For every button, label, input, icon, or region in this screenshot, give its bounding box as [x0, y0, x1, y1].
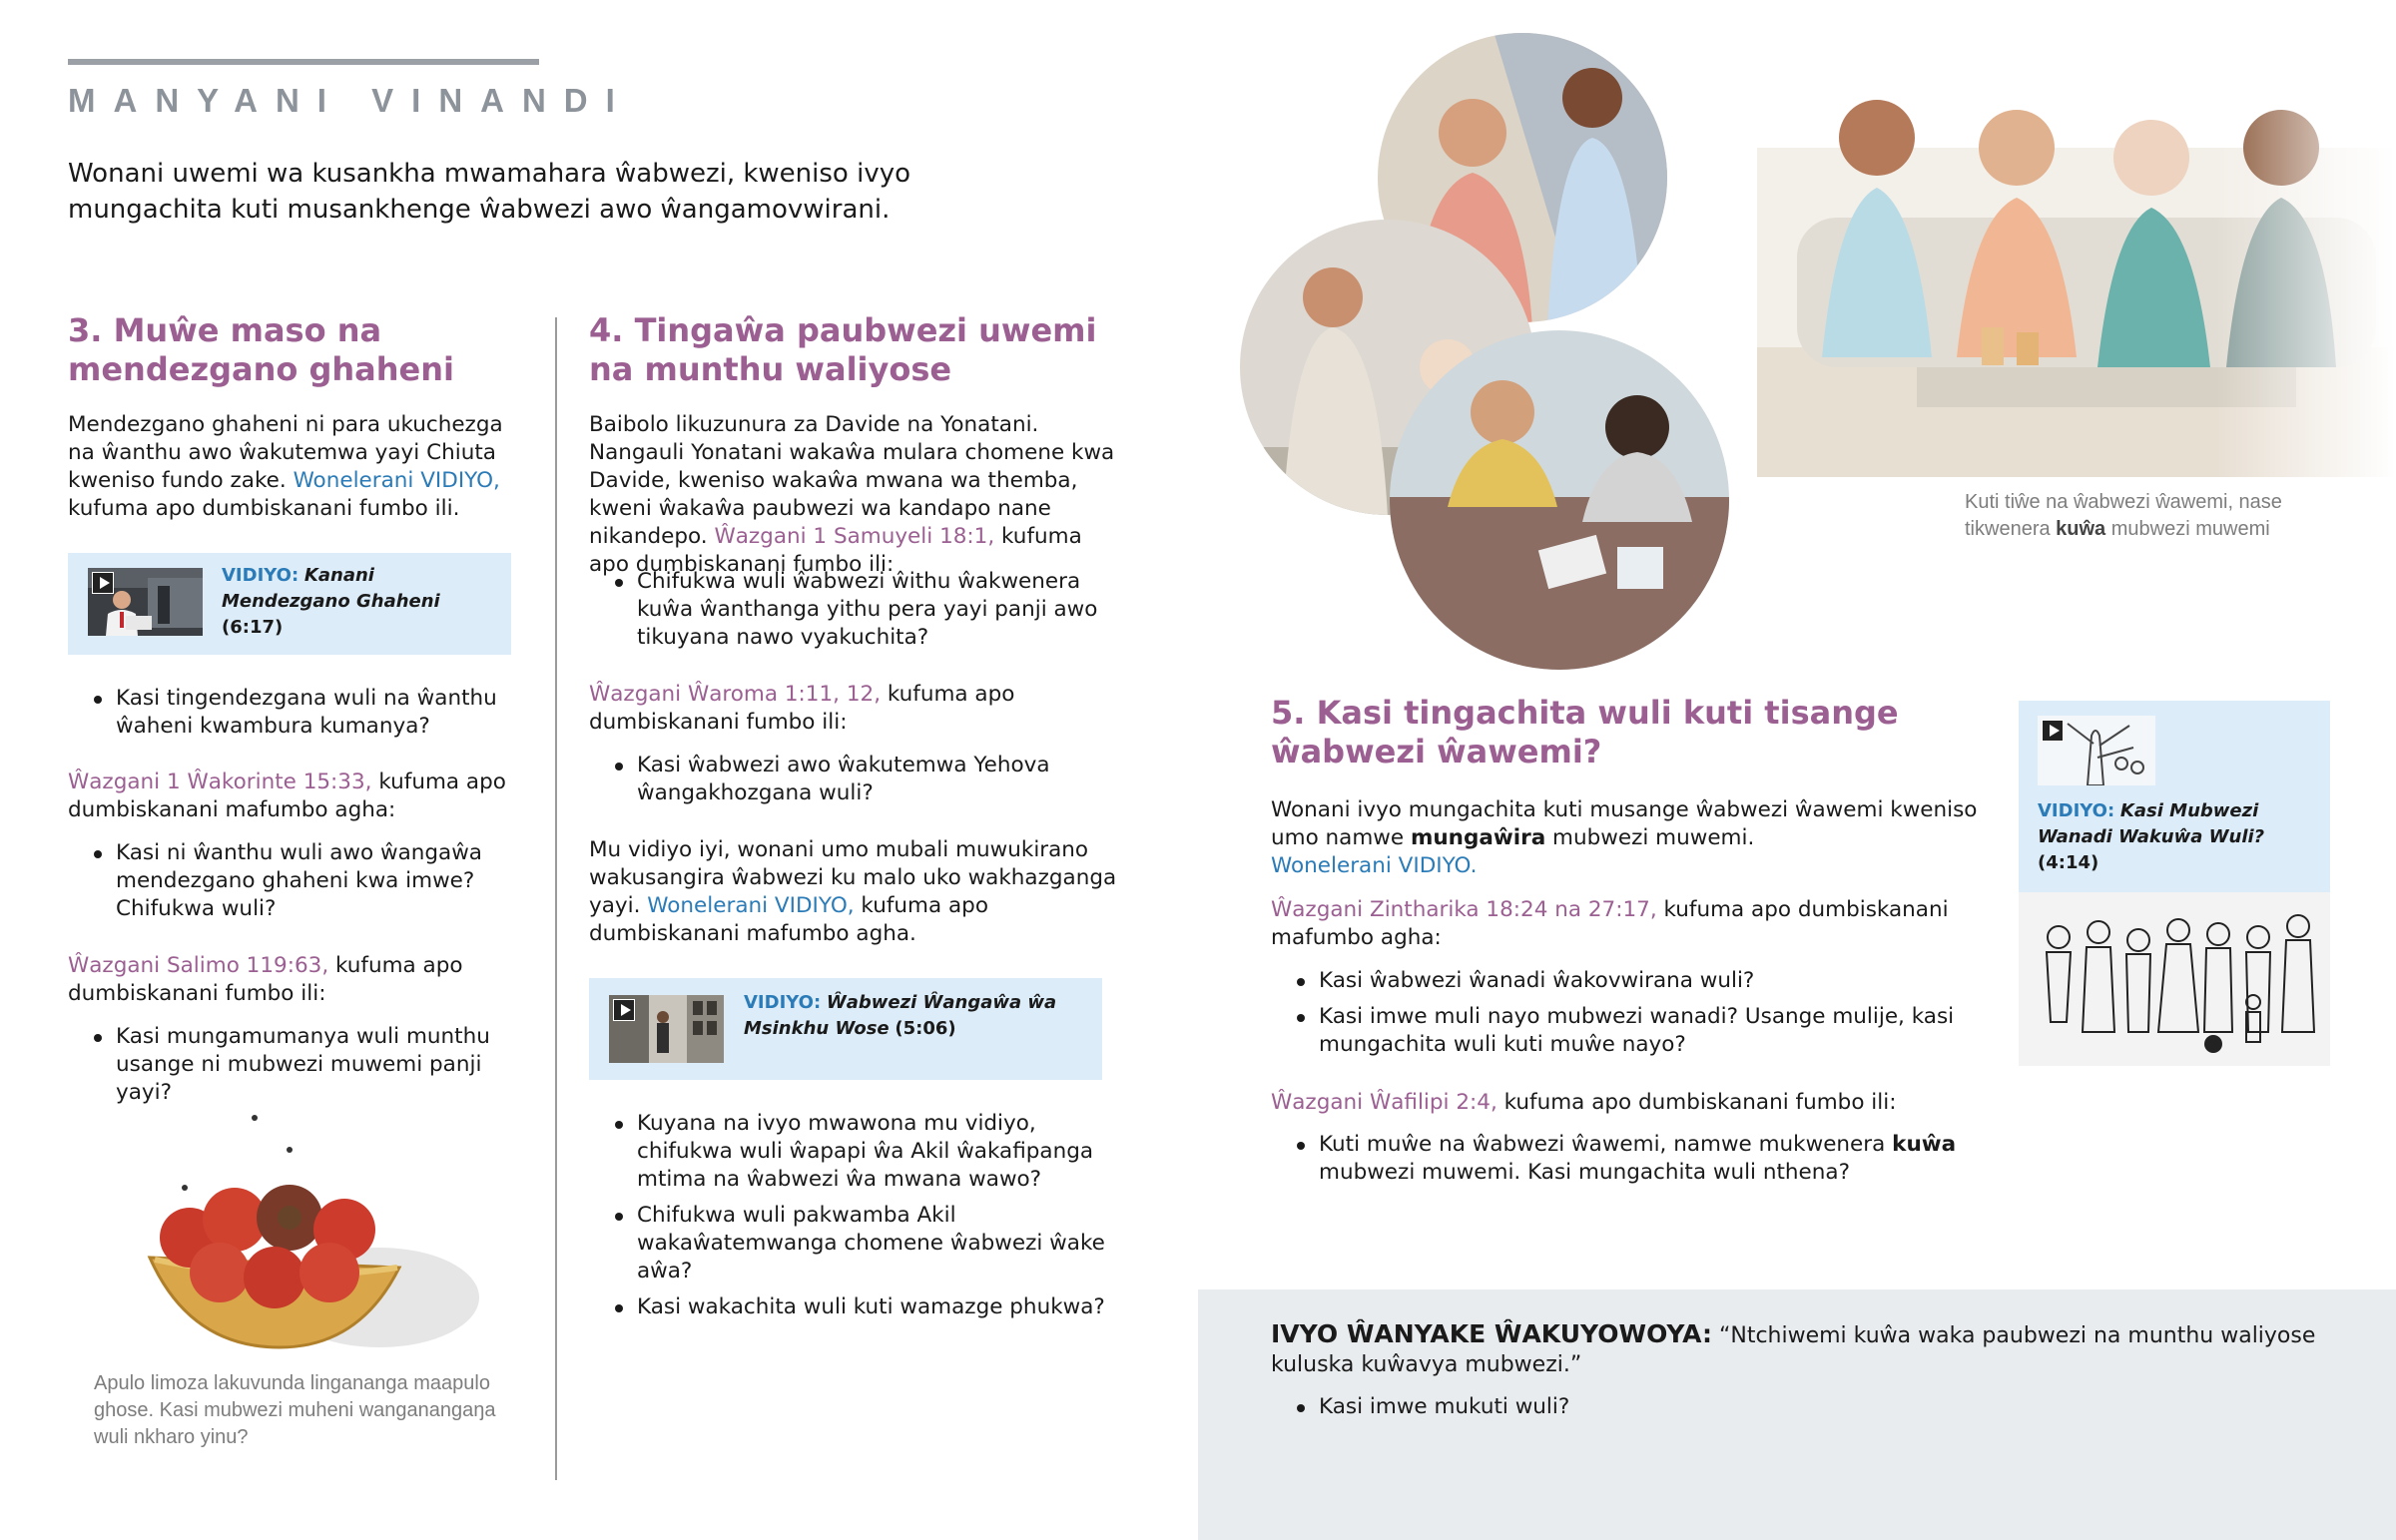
section-4-title: 4. Tingaŵa paubwezi uwemi na munthu waliyose [589, 311, 1097, 388]
question-item: Kasi imwe muli nayo mubwezi wanadi? Usange mulije, kasi mungachita wuli kuti muŵe nayo? [1271, 1003, 2000, 1059]
video-card-avoid-bad-association[interactable] [68, 553, 511, 655]
video-caption: VIDIYO: Kasi Mubwezi Wanadi Wakuŵa Wuli? (4:14) [2038, 800, 2265, 873]
section-3-question-list-2 [68, 839, 537, 931]
apple-basket-illustration [130, 1108, 489, 1357]
section-3-scripture-2: Ŵazgani Salimo 119:63, kufuma apo dumbiskanani fumbo ili: [68, 953, 463, 1006]
question-item: Chifukwa wuli pakwamba Akil wakaŵatemwanga chomene ŵabwezi ŵake aŵa? [589, 1202, 1128, 1285]
watch-video-link[interactable]: Wonelerani VIDIYO. [1271, 853, 1478, 878]
question-item: Chifukwa wuli ŵabwezi ŵithu ŵakwenera kuŵa ŵanthanga yithu pera yayi panji awo tikuyana nawo vyakuchita? [589, 568, 1128, 652]
section-5-question-list-1 [1271, 967, 2000, 1067]
question-item: Kasi imwe mukuti wuli? [1271, 1393, 2169, 1421]
section-4-question-list-1 [589, 568, 1128, 660]
section-3-question-list-1 [68, 685, 537, 749]
header-rule [68, 59, 539, 65]
section-5-scripture-2: Ŵazgani Ŵafilipi 2:4, kufuma apo dumbiskanani fumbo ili: [1271, 1090, 1897, 1115]
play-icon[interactable] [2042, 720, 2064, 742]
others-say-question-list [1271, 1393, 2169, 1429]
video-card-friends-of-all-ages[interactable] [589, 978, 1102, 1080]
video-caption: VIDIYO: Ŵabwezi Ŵangaŵa ŵa Msinkhu Wose (5:06) [744, 992, 1057, 1039]
video-caption: VIDIYO: Kanani Mendezgano Ghaheni (6:17) [222, 565, 440, 638]
section-5-title: 5. Kasi tingachita wuli kuti tisange ŵabwezi ŵawemi? [1271, 694, 1899, 770]
photo-caption: Kuti tiŵe na ŵabwezi ŵawemi, nase tikwenera kuŵa mubwezi muwemi [1965, 491, 2282, 540]
question-item: Kasi ŵabwezi awo ŵakutemwa Yehova ŵangakhozgana wuli? [589, 752, 1128, 807]
video-thumbnail[interactable] [2038, 716, 2155, 785]
section-4-question-list-3 [589, 1110, 1128, 1329]
question-item: Kuyana na ivyo mwawona mu vidiyo, chifukwa wuli ŵapapi ŵa Akil ŵakafipanga mtima na ŵabwezi ŵa mwana wawo? [589, 1110, 1128, 1194]
section-3-scripture-1: Ŵazgani 1 Ŵakorinte 15:33, kufuma apo dumbiskanani mafumbo agha: [68, 770, 506, 822]
others-say-text: IVYO ŴANYAKE ŴAKUYOWOYA: “Ntchiwemi kuŵa waka paubwezi na munthu waliyose kuluska kuŵavya mubwezi.” [1271, 1319, 2316, 1377]
section-3-question-list-3 [68, 1023, 537, 1115]
watch-video-link[interactable]: Wonelerani VIDIYO, [647, 893, 855, 918]
section-4-question-list-2 [589, 752, 1128, 815]
section-4-intro: Baibolo likuzunura za Davide na Yonatani. Nangauli Yonatani wakaŵa mulara chomene kwa Davide, kweniso wakaŵa mwana wa themba, kweni ŵakaŵa paubwezi wa kandapo nane nikandepo. Ŵazgani 1 Samuyeli 18:1, kufuma apo dumbiskanani fumbo ili: [589, 412, 1115, 577]
intro-text: Wonani uwemi wa kusankha mwamahara ŵabwezi, kweniso ivyo mungachita kuti musankhenge ŵabwezi awo ŵangamovwirani. [68, 159, 910, 225]
question-item: Kasi tingendezgana wuli na ŵanthu ŵaheni kwambura kumanya? [68, 685, 537, 741]
watch-video-link[interactable]: Wonelerani VIDIYO, [293, 468, 500, 493]
section-3-intro: Mendezgano ghaheni ni para ukuchezga na ŵanthu awo ŵakutemwa yayi Chiuta kweniso fundo zake. Wonelerani VIDIYO, kufuma apo dumbiskanani fumbo ili. [68, 412, 503, 521]
diverse-people-sketch [2019, 892, 2330, 1066]
question-item: Kasi mungamumanya wuli munthu usange ni mubwezi muwemi panji yayi? [68, 1023, 537, 1107]
apple-caption: Apulo limoza lakuvunda lingananga maapulo ghose. Kasi mubwezi muheni wanganangaŋa wuli nkharo yinu? [94, 1372, 496, 1448]
question-item: Kasi ŵabwezi ŵanadi ŵakovwirana wuli? [1271, 967, 2000, 995]
section-5-scripture-1: Ŵazgani Zintharika 18:24 na 27:17, kufuma apo dumbiskanani mafumbo agha: [1271, 897, 1949, 950]
question-item: Kuti muŵe na ŵabwezi ŵawemi, namwe mukwenera kuŵa mubwezi muwemi. Kasi mungachita wuli nthena? [1271, 1131, 2000, 1187]
section-5-intro: Wonani ivyo mungachita kuti musange ŵabwezi ŵawemi kweniso umo namwe mungaŵira mubwezi muwemi. Wonelerani VIDIYO. [1271, 797, 1978, 878]
page-kicker: MANYANI VINANDI [68, 82, 633, 119]
play-icon[interactable] [613, 999, 635, 1021]
section-3-title: 3. Muŵe maso na mendezgano ghaheni [68, 311, 454, 388]
section-4-scripture-1: Ŵazgani Ŵaroma 1:11, 12, kufuma apo dumbiskanani fumbo ili: [589, 682, 1015, 735]
video-thumbnail[interactable] [609, 995, 724, 1063]
column-divider [555, 317, 557, 1480]
section-5-question-list-2 [1271, 1131, 2000, 1195]
play-icon[interactable] [92, 572, 114, 594]
friends-photo-collage [1238, 28, 2396, 677]
video-thumbnail[interactable] [88, 568, 203, 636]
question-item: Kasi ni ŵanthu wuli awo ŵangaŵa mendezgano ghaheni kwa imwe? Chifukwa wuli? [68, 839, 537, 923]
video-card-true-friend[interactable] [2019, 701, 2330, 892]
section-4-video-intro: Mu vidiyo iyi, wonani umo mubali muwukirano wakusangira ŵabwezi ku malo uko wakhazganga yayi. Wonelerani VIDIYO, kufuma apo dumbiskanani mafumbo agha. [589, 837, 1117, 946]
question-item: Kasi wakachita wuli kuti wamazge phukwa? [589, 1293, 1128, 1321]
